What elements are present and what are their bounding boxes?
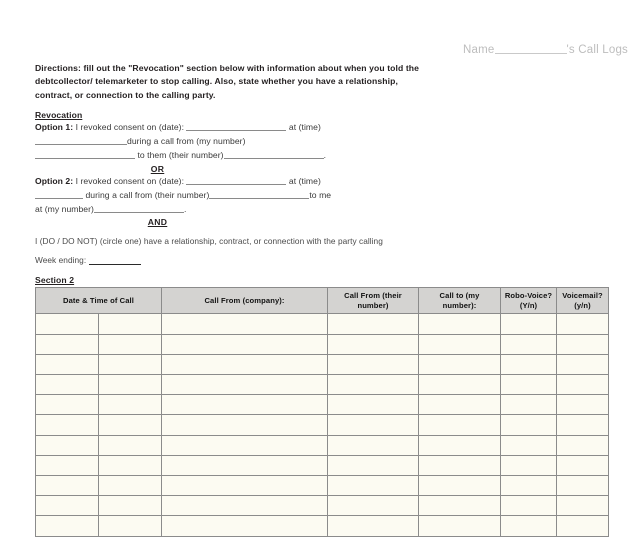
option-1-time-blank[interactable] bbox=[35, 135, 127, 145]
column-header-voicemail bbox=[557, 288, 609, 314]
option-2-my-number-blank[interactable] bbox=[94, 203, 187, 214]
table-cell[interactable] bbox=[36, 455, 99, 475]
table-cell[interactable] bbox=[557, 475, 609, 495]
table-cell[interactable] bbox=[99, 415, 162, 435]
option-1-seg-4: to them (their number) bbox=[135, 149, 224, 160]
option-2-seg-4: to me at (my number) bbox=[35, 189, 332, 214]
table-cell[interactable] bbox=[501, 334, 557, 354]
option-1-my-number-blank[interactable] bbox=[35, 149, 135, 159]
table-cell[interactable] bbox=[328, 375, 419, 395]
table-cell[interactable] bbox=[36, 314, 99, 334]
table-row bbox=[36, 455, 609, 475]
week-ending-blank[interactable] bbox=[89, 255, 141, 265]
table-cell[interactable] bbox=[501, 516, 557, 536]
table-cell[interactable] bbox=[328, 516, 419, 536]
table-cell[interactable] bbox=[36, 354, 99, 374]
column-header-robo-voice-line1: Robo-Voice? bbox=[504, 290, 553, 300]
table-cell[interactable] bbox=[328, 455, 419, 475]
table-cell[interactable] bbox=[162, 395, 328, 415]
table-cell[interactable] bbox=[419, 415, 501, 435]
table-cell[interactable] bbox=[557, 334, 609, 354]
table-cell[interactable] bbox=[557, 375, 609, 395]
table-cell[interactable] bbox=[419, 516, 501, 536]
table-cell[interactable] bbox=[501, 395, 557, 415]
revocation-heading: Revocation bbox=[35, 109, 83, 120]
column-header-call-from-company: Call From (company): bbox=[162, 288, 328, 314]
option-2-seg-3: during a call from (their number) bbox=[83, 189, 210, 200]
option-1-paragraph bbox=[35, 121, 335, 163]
column-header-call-to-number-line2: number): bbox=[442, 300, 477, 310]
table-row bbox=[36, 375, 609, 395]
table-cell[interactable] bbox=[419, 455, 501, 475]
table-cell[interactable] bbox=[557, 435, 609, 455]
table-cell[interactable] bbox=[99, 455, 162, 475]
table-cell[interactable] bbox=[36, 415, 99, 435]
option-2-their-number-blank[interactable] bbox=[209, 189, 309, 199]
table-row bbox=[36, 314, 609, 334]
call-logs-suffix: 's Call Logs bbox=[566, 44, 628, 56]
option-2-label: Option 2: bbox=[35, 175, 74, 186]
table-cell[interactable] bbox=[419, 435, 501, 455]
table-row bbox=[36, 516, 609, 536]
table-row bbox=[36, 475, 609, 495]
table-cell[interactable] bbox=[328, 314, 419, 334]
table-cell[interactable] bbox=[557, 516, 609, 536]
table-cell[interactable] bbox=[328, 415, 419, 435]
table-cell[interactable] bbox=[557, 415, 609, 435]
table-cell[interactable] bbox=[162, 475, 328, 495]
table-cell[interactable] bbox=[557, 395, 609, 415]
table-row bbox=[36, 496, 609, 516]
table-cell[interactable] bbox=[36, 375, 99, 395]
table-cell[interactable] bbox=[501, 475, 557, 495]
option-1-date-blank[interactable] bbox=[186, 121, 286, 131]
table-cell[interactable] bbox=[419, 314, 501, 334]
column-header-robo-voice bbox=[501, 288, 557, 314]
or-divider: OR bbox=[150, 163, 165, 174]
document-title-header bbox=[463, 42, 628, 56]
table-cell[interactable] bbox=[501, 496, 557, 516]
table-cell[interactable] bbox=[99, 496, 162, 516]
table-cell[interactable] bbox=[162, 415, 328, 435]
call-log-table-head bbox=[36, 288, 609, 314]
table-cell[interactable] bbox=[501, 375, 557, 395]
column-header-call-from-number-line2: number) bbox=[357, 300, 389, 310]
directions-paragraph: Directions: fill out the "Revocation" section below with information about when you told the debtcollector/ telemarketer to stop calling. Also, state whether you have a relationship, contract, or connection to the calling party. bbox=[35, 63, 420, 100]
table-cell[interactable] bbox=[36, 334, 99, 354]
table-cell[interactable] bbox=[36, 516, 99, 536]
table-cell[interactable] bbox=[419, 475, 501, 495]
relationship-statement: I (DO / DO NOT) (circle one) have a relationship, contract, or connection with the party calling bbox=[35, 236, 383, 247]
table-cell[interactable] bbox=[419, 375, 501, 395]
table-row bbox=[36, 354, 609, 374]
table-cell[interactable] bbox=[99, 334, 162, 354]
option-1-their-number-blank[interactable] bbox=[224, 149, 327, 160]
table-cell[interactable] bbox=[419, 334, 501, 354]
table-cell[interactable] bbox=[328, 475, 419, 495]
column-header-call-from-number bbox=[328, 288, 419, 314]
table-cell[interactable] bbox=[99, 375, 162, 395]
table-cell[interactable] bbox=[328, 435, 419, 455]
table-cell[interactable] bbox=[162, 455, 328, 475]
table-cell[interactable] bbox=[419, 496, 501, 516]
table-cell[interactable] bbox=[328, 334, 419, 354]
name-blank-line bbox=[495, 42, 567, 54]
table-cell[interactable] bbox=[99, 475, 162, 495]
table-cell[interactable] bbox=[557, 354, 609, 374]
table-cell[interactable] bbox=[557, 496, 609, 516]
table-row bbox=[36, 435, 609, 455]
option-2-seg-2: at (time) bbox=[286, 175, 321, 186]
column-header-date-time: Date & Time of Call bbox=[36, 288, 162, 314]
table-cell[interactable] bbox=[162, 314, 328, 334]
table-cell[interactable] bbox=[162, 435, 328, 455]
table-cell[interactable] bbox=[328, 496, 419, 516]
table-cell[interactable] bbox=[36, 475, 99, 495]
option-2-time-blank[interactable] bbox=[35, 189, 83, 199]
week-ending-label: Week ending: bbox=[35, 255, 87, 266]
table-cell[interactable] bbox=[162, 496, 328, 516]
section-2-heading: Section 2 bbox=[35, 275, 75, 286]
table-cell[interactable] bbox=[501, 435, 557, 455]
table-cell[interactable] bbox=[419, 395, 501, 415]
option-1-seg-3: during a call from (my number) bbox=[127, 135, 246, 146]
option-1-seg-1: I revoked consent on (date): bbox=[73, 121, 187, 132]
table-cell[interactable] bbox=[99, 516, 162, 536]
table-cell[interactable] bbox=[501, 415, 557, 435]
option-2-paragraph bbox=[35, 175, 335, 217]
table-cell[interactable] bbox=[328, 395, 419, 415]
option-1-seg-5: . bbox=[323, 149, 327, 160]
table-cell[interactable] bbox=[162, 334, 328, 354]
option-2-seg-1: I revoked consent on (date): bbox=[73, 175, 187, 186]
table-cell[interactable] bbox=[162, 516, 328, 536]
table-row bbox=[36, 395, 609, 415]
column-header-voicemail-line1: Voicemail? bbox=[562, 290, 603, 300]
table-cell[interactable] bbox=[36, 395, 99, 415]
table-cell[interactable] bbox=[501, 314, 557, 334]
table-cell[interactable] bbox=[99, 314, 162, 334]
table-row bbox=[36, 415, 609, 435]
call-log-table-body bbox=[36, 314, 609, 536]
table-cell[interactable] bbox=[99, 435, 162, 455]
option-2-seg-5: . bbox=[183, 203, 187, 214]
column-header-call-from-number-line1: Call From (their bbox=[344, 290, 402, 300]
document-body bbox=[35, 62, 610, 537]
table-cell[interactable] bbox=[99, 395, 162, 415]
name-label: Name bbox=[463, 44, 495, 56]
table-cell[interactable] bbox=[419, 354, 501, 374]
column-header-robo-voice-line2: (Y/n) bbox=[519, 300, 538, 310]
column-header-call-to-number bbox=[419, 288, 501, 314]
week-ending-row bbox=[35, 255, 610, 265]
table-cell[interactable] bbox=[36, 496, 99, 516]
table-row bbox=[36, 334, 609, 354]
column-header-voicemail-line2: (y/n) bbox=[574, 300, 591, 310]
table-header-row bbox=[36, 288, 609, 314]
table-cell[interactable] bbox=[36, 435, 99, 455]
column-header-call-to-number-line1: Call to (my bbox=[439, 290, 480, 300]
table-cell[interactable] bbox=[557, 455, 609, 475]
call-log-table bbox=[35, 287, 609, 536]
and-divider: AND bbox=[147, 217, 168, 228]
table-cell[interactable] bbox=[328, 354, 419, 374]
table-cell[interactable] bbox=[162, 354, 328, 374]
option-1-label: Option 1: bbox=[35, 121, 74, 132]
option-2-date-blank[interactable] bbox=[186, 175, 286, 185]
table-cell[interactable] bbox=[99, 354, 162, 374]
table-cell[interactable] bbox=[557, 314, 609, 334]
option-1-seg-2: at (time) bbox=[286, 121, 321, 132]
table-cell[interactable] bbox=[162, 375, 328, 395]
table-cell[interactable] bbox=[501, 354, 557, 374]
table-cell[interactable] bbox=[501, 455, 557, 475]
